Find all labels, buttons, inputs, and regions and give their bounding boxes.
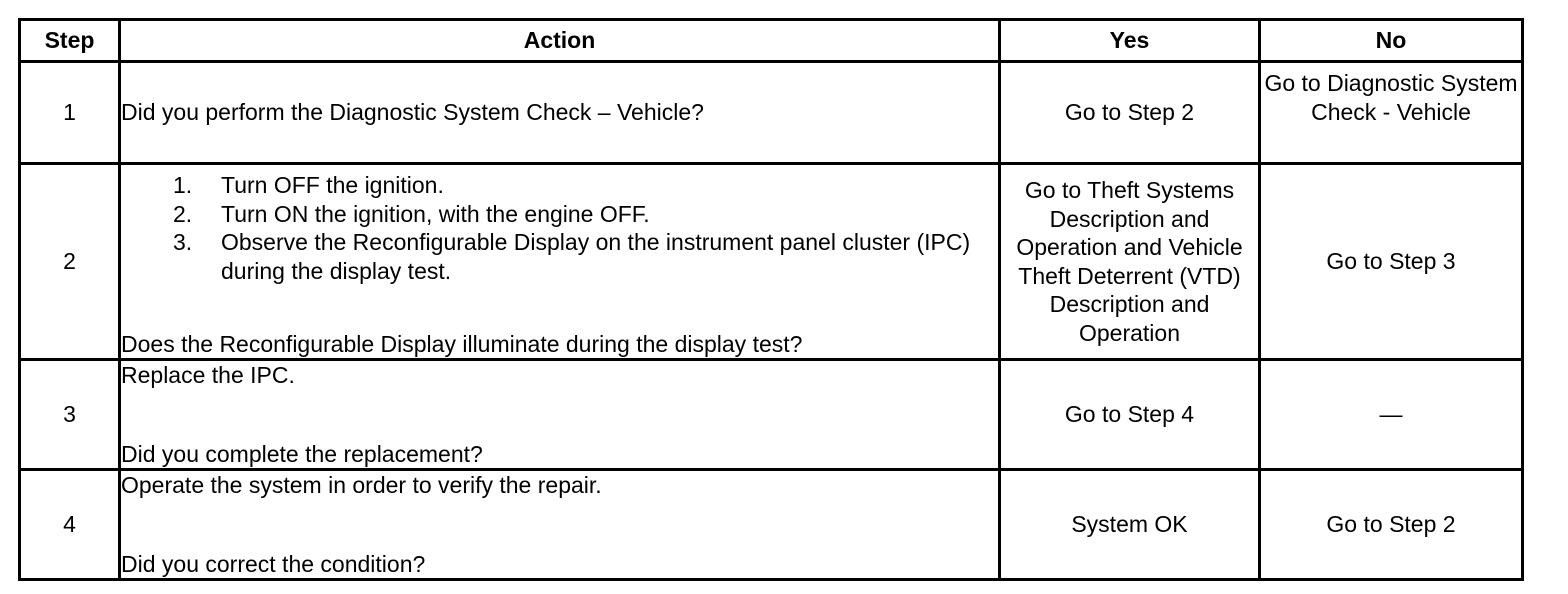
step-number: 1: [20, 62, 120, 164]
list-item: [121, 200, 998, 229]
table-row: [20, 164, 1523, 360]
no-cell: Go to Step 2: [1260, 470, 1523, 580]
substep-text: Observe the Reconfigurable Display on the instrument panel cluster (IPC) during the display test.: [221, 229, 971, 284]
step-number: 3: [20, 360, 120, 470]
step-number: 4: [20, 470, 120, 580]
no-cell: —: [1260, 360, 1523, 470]
substep-number: 1.: [173, 172, 193, 198]
table-row: [20, 62, 1523, 164]
action-cell: [120, 62, 1000, 164]
action-instruction: Operate the system in order to verify the repair.: [121, 472, 602, 498]
yes-cell: Go to Step 2: [1000, 62, 1260, 164]
action-content: [121, 165, 998, 358]
substep-number: 3.: [173, 229, 193, 255]
list-item: [121, 171, 998, 200]
yes-cell: System OK: [1000, 470, 1260, 580]
action-cell: [120, 164, 1000, 360]
substep-number: 2.: [173, 200, 193, 227]
yes-cell: Go to Theft Systems Description and Operation and Vehicle Theft Deterrent (VTD) Description and Operation: [1000, 164, 1260, 360]
action-cell: [120, 470, 1000, 580]
action-content: [121, 471, 998, 578]
substep-text: Turn OFF the ignition.: [221, 172, 444, 198]
header-row: [20, 20, 1523, 62]
action-instruction: Replace the IPC.: [121, 362, 295, 388]
header-action: Action: [120, 20, 1000, 62]
no-cell: Go to Diagnostic System Check - Vehicle: [1260, 62, 1523, 164]
header-no: No: [1260, 20, 1523, 62]
table-row: [20, 360, 1523, 470]
action-question: Does the Reconfigurable Display illuminate during the display test?: [121, 330, 803, 357]
list-item: [121, 228, 998, 285]
table-row: [20, 470, 1523, 580]
action-content: [121, 361, 998, 468]
substep-list: [121, 171, 998, 285]
header-yes: Yes: [1000, 20, 1260, 62]
action-question: Did you perform the Diagnostic System Check – Vehicle?: [121, 99, 704, 126]
action-question: Did you complete the replacement?: [121, 440, 483, 467]
diagnostic-table: [18, 18, 1524, 581]
header-step: Step: [20, 20, 120, 62]
step-number: 2: [20, 164, 120, 360]
action-question: Did you correct the condition?: [121, 550, 426, 577]
no-cell: Go to Step 3: [1260, 164, 1523, 360]
yes-cell: Go to Step 4: [1000, 360, 1260, 470]
action-cell: [120, 360, 1000, 470]
substep-text: Turn ON the ignition, with the engine OFF.: [221, 200, 650, 227]
